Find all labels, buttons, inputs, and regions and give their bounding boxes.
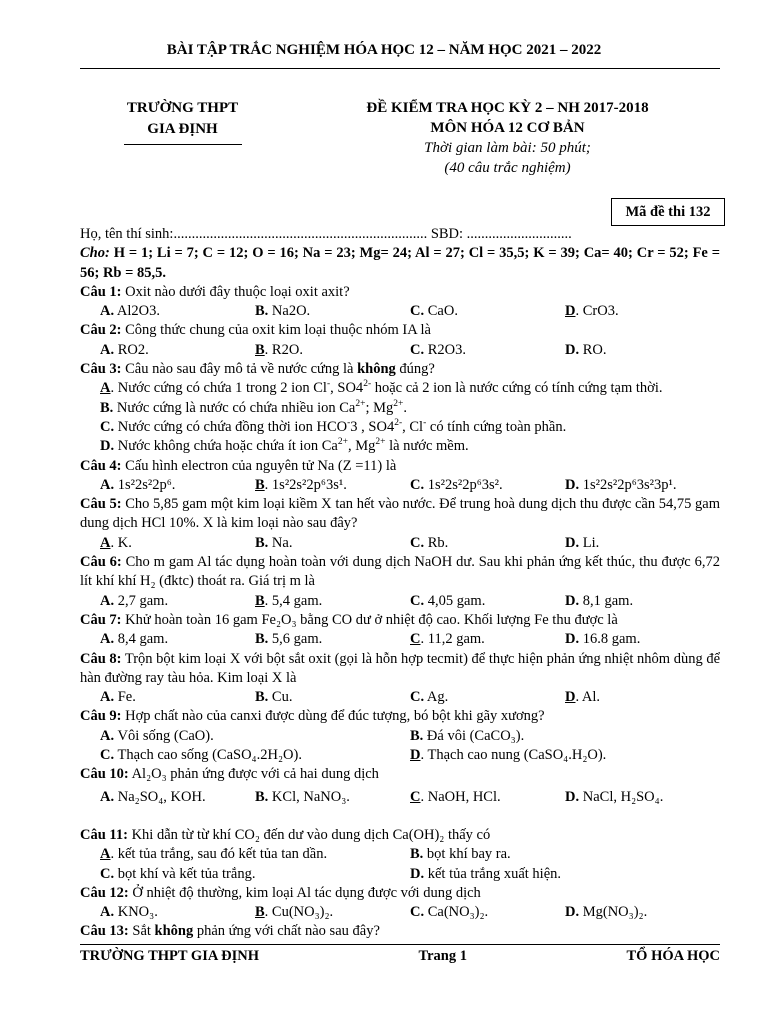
option-key-correct: D	[410, 747, 421, 764]
option-key: C.	[410, 341, 425, 358]
option-text: Li.	[579, 534, 600, 551]
school-underline	[124, 144, 242, 145]
option-c[interactable]	[410, 341, 565, 360]
emphasis-word: không	[357, 361, 396, 378]
option-text: Rb.	[424, 534, 449, 551]
question-number: Câu 8:	[80, 650, 122, 667]
option-d[interactable]	[410, 746, 720, 765]
charge: 2+	[337, 437, 348, 448]
charge: 2+	[355, 398, 366, 409]
option-b[interactable]	[255, 592, 410, 611]
answer-options	[80, 746, 720, 765]
option-text: 4,05 gam.	[424, 592, 486, 609]
option-key: D.	[410, 865, 425, 882]
option-text: Mg(NO₃)₂.	[579, 904, 648, 921]
exam-subject: MÔN HÓA 12 CƠ BẢN	[430, 120, 585, 136]
option-c[interactable]	[410, 534, 565, 553]
answer-options	[80, 592, 720, 611]
option-text: 5,6 gam.	[268, 631, 323, 648]
option-b[interactable]	[410, 727, 720, 746]
option-text: RO.	[579, 341, 607, 358]
option-a[interactable]	[100, 341, 255, 360]
question-number: Câu 13:	[80, 923, 129, 940]
option-text: . NaOH, HCl.	[420, 788, 501, 805]
question-5	[80, 495, 720, 534]
option-text: , SO4	[330, 380, 364, 397]
option-text: Na.	[268, 534, 293, 551]
option-key: C.	[410, 534, 425, 551]
option-text: là nước mềm.	[385, 438, 469, 455]
charge: -	[347, 418, 351, 429]
option-b[interactable]	[255, 688, 410, 707]
option-text: NaCl, H₂SO₄.	[579, 788, 664, 805]
option-text: . Al.	[575, 689, 601, 706]
option-text: . kết tủa trắng, sau đó kết tủa tan dần.	[110, 846, 328, 863]
option-text: 3 , SO4	[350, 418, 395, 435]
option-key-correct: B	[255, 476, 265, 493]
option-key: A.	[100, 476, 115, 493]
option-b[interactable]	[100, 399, 720, 418]
option-text: . Thạch cao nung (CaSO₄.H₂O).	[420, 747, 607, 764]
charge: 2+	[375, 437, 386, 448]
option-key: B.	[255, 788, 269, 805]
option-c[interactable]	[410, 903, 565, 922]
option-text: . Nước cứng có chứa 1 trong 2 ion Cl	[110, 380, 327, 397]
question-text: Cho 5,85 gam một kim loại kiềm X tan hết vào nước. Để trung hoà dung dịch thu được cần 54,75 gam dung dịch HCl 10%. X là kim loại nào sau đây?	[80, 496, 720, 532]
option-key-correct: B	[255, 592, 265, 609]
option-key-correct: A	[100, 380, 111, 397]
option-b[interactable]	[255, 476, 410, 495]
option-text: KCl, NaNO₃.	[268, 788, 350, 805]
question-number: Câu 4:	[80, 457, 122, 474]
option-a[interactable]	[100, 788, 255, 807]
option-key: A.	[100, 727, 115, 744]
question-number: Câu 12:	[80, 884, 129, 901]
option-text: Thạch cao sống (CaSO₄.2H₂O).	[114, 747, 302, 764]
option-key-correct: C	[410, 788, 421, 805]
footer-department: TỔ HÓA HỌC	[626, 948, 720, 964]
option-c[interactable]	[410, 476, 565, 495]
question-2	[80, 321, 720, 340]
question-text-end: đúng?	[395, 361, 435, 378]
option-c[interactable]	[410, 592, 565, 611]
option-a[interactable]	[100, 630, 255, 649]
question-text: Cho m gam Al tác dụng hoàn toàn với dung dịch NaOH dư. Sau khi phản ứng kết thúc, thu được 6,72 lít khí khí H₂ (đktc) thoát ra. Giá trị m là	[80, 554, 720, 590]
option-d[interactable]	[100, 437, 720, 456]
footer-school: TRƯỜNG THPT GIA ĐỊNH	[80, 948, 259, 964]
option-text: Đá vôi (CaCO₃).	[423, 727, 525, 744]
question-number: Câu 6:	[80, 554, 122, 571]
option-key-correct: A	[100, 534, 111, 551]
option-text: ; Mg	[365, 399, 394, 416]
question-7	[80, 611, 720, 630]
question-text: Ở nhiệt độ thường, kim loại Al tác dụng được với dung dịch	[128, 884, 481, 901]
option-text: Ca(NO₃)₂.	[424, 904, 489, 921]
option-text: Fe.	[114, 689, 136, 706]
option-d[interactable]	[565, 788, 720, 807]
option-text: .	[403, 399, 407, 416]
answer-options	[80, 630, 720, 649]
option-d[interactable]	[565, 630, 720, 649]
option-text: . 5,4 gam.	[264, 592, 323, 609]
option-text: Nước cứng có chứa đồng thời ion HCO	[114, 418, 348, 435]
answer-options	[80, 688, 720, 707]
question-text: Cấu hình electron của nguyên tử Na (Z =11) là	[121, 457, 397, 474]
option-b[interactable]	[255, 788, 410, 807]
option-key: A.	[100, 689, 115, 706]
option-c[interactable]	[410, 688, 565, 707]
question-number: Câu 2:	[80, 322, 122, 339]
answer-options	[80, 865, 720, 884]
option-text: có tính cứng toàn phần.	[426, 418, 567, 435]
question-10	[80, 765, 720, 784]
answer-options	[80, 903, 720, 922]
option-text: bọt khí và kết tủa trắng.	[114, 865, 256, 882]
footer-divider	[80, 944, 720, 945]
option-key-correct: D	[565, 689, 576, 706]
question-8	[80, 650, 720, 689]
option-b[interactable]	[255, 341, 410, 360]
option-text: . 11,2 gam.	[420, 631, 485, 648]
option-key-correct: D	[565, 303, 576, 320]
question-4	[80, 457, 720, 476]
option-key: D.	[565, 592, 580, 609]
option-key: B.	[100, 399, 114, 416]
page-footer	[80, 948, 720, 965]
question-list	[80, 225, 720, 942]
option-text: KNO₃.	[114, 904, 158, 921]
option-key: D.	[565, 904, 580, 921]
option-d[interactable]	[565, 592, 720, 611]
answer-options	[80, 788, 720, 807]
exam-question-count: (40 câu trắc nghiệm)	[444, 160, 571, 176]
option-key: A.	[100, 631, 115, 648]
option-text: 1s²2s²2p⁶3s²3p¹.	[579, 476, 677, 493]
question-6	[80, 553, 720, 592]
option-text: , Cl	[402, 418, 424, 435]
exam-duration: Thời gian làm bài: 50 phút;	[424, 140, 591, 156]
question-12	[80, 884, 720, 903]
option-key: C.	[100, 865, 115, 882]
option-key: B.	[410, 727, 424, 744]
option-text: Vôi sống (CaO).	[114, 727, 214, 744]
option-c[interactable]	[100, 746, 410, 765]
option-text: . K.	[110, 534, 132, 551]
option-b[interactable]	[410, 845, 720, 864]
option-d[interactable]	[565, 688, 720, 707]
answer-options	[80, 302, 720, 321]
charge: -	[326, 379, 331, 390]
charge: 2-	[363, 379, 372, 390]
exam-heading	[325, 98, 690, 178]
option-text: . R2O.	[264, 341, 303, 358]
option-d[interactable]	[565, 534, 720, 553]
question-number: Câu 10:	[80, 766, 129, 783]
answer-options	[80, 727, 720, 746]
option-c[interactable]	[100, 865, 410, 884]
option-c[interactable]	[100, 418, 720, 437]
question-text: Oxit nào dưới đây thuộc loại oxit axit?	[121, 283, 350, 300]
question-text: Câu nào sau đây mô tả về nước cứng là	[121, 361, 358, 378]
option-text: 2,7 gam.	[114, 592, 169, 609]
question-number: Câu 9:	[80, 708, 122, 725]
question-text: Khi dẫn từ từ khí CO₂ đến dư vào dung dịch Ca(OH)₂ thấy có	[127, 826, 491, 843]
option-key-correct: C	[410, 631, 421, 648]
option-key: D.	[100, 438, 115, 455]
answer-options	[80, 476, 720, 495]
question-text: Al₂O₃ phản ứng được với cả hai dung dịch	[128, 766, 379, 783]
option-d[interactable]	[565, 302, 720, 321]
option-key: C.	[410, 303, 425, 320]
option-key: D.	[565, 788, 580, 805]
option-a[interactable]	[100, 476, 255, 495]
option-key: D.	[565, 534, 580, 551]
option-d[interactable]	[565, 476, 720, 495]
question-text: Hợp chất nào của canxi được dùng để đúc tượng, bó bột khi gãy xương?	[121, 708, 545, 725]
question-text-end: phản ứng với chất nào sau đây?	[193, 923, 380, 940]
charge: -	[423, 418, 427, 429]
given-atomic-masses	[80, 244, 720, 283]
option-key: D.	[565, 341, 580, 358]
option-text: . CrO3.	[575, 303, 619, 320]
exam-code-box: Mã đề thi 132	[611, 198, 725, 226]
option-key: A.	[100, 592, 115, 609]
option-key: C.	[410, 592, 425, 609]
option-key: A.	[100, 303, 115, 320]
option-b[interactable]	[255, 534, 410, 553]
option-key: C.	[410, 689, 425, 706]
question-text: Sắt	[128, 923, 155, 940]
answer-options	[80, 341, 720, 360]
question-number: Câu 11:	[80, 826, 128, 843]
option-text: R2O3.	[424, 341, 467, 358]
option-key: D.	[565, 631, 580, 648]
option-text: 1s²2s²2p⁶3s².	[424, 476, 503, 493]
option-a[interactable]	[100, 592, 255, 611]
question-number: Câu 7:	[80, 611, 122, 628]
given-values: H = 1; Li = 7; C = 12; O = 16; Na = 23; Mg= 24; Al = 27; Cl = 35,5; K = 39; Ca= 40; Cr = 52; Fe = 56; Rb = 85,5.	[80, 245, 720, 281]
option-text: . Cu(NO₃)₂.	[264, 904, 334, 921]
option-key: B.	[255, 631, 269, 648]
option-a[interactable]	[100, 379, 720, 398]
option-text: Cu.	[268, 689, 293, 706]
option-key: C.	[410, 476, 425, 493]
option-key: C.	[100, 747, 115, 764]
school-line-1: TRƯỜNG THPT	[126, 100, 239, 116]
option-a[interactable]	[100, 903, 255, 922]
option-text: Ag.	[424, 689, 449, 706]
question-number: Câu 1:	[80, 283, 122, 300]
school-name	[100, 98, 265, 145]
option-b[interactable]	[255, 903, 410, 922]
school-line-2: GIA ĐỊNH	[147, 121, 218, 137]
question-9	[80, 707, 720, 726]
option-key: C.	[100, 418, 115, 435]
charge: 2+	[393, 398, 404, 409]
question-text: Công thức chung của oxit kim loại thuộc nhóm IA là	[121, 322, 431, 339]
option-text: 1s²2s²2p⁶.	[114, 476, 176, 493]
option-d[interactable]	[565, 341, 720, 360]
option-a[interactable]	[100, 534, 255, 553]
option-key: B.	[255, 303, 269, 320]
option-text: CaO.	[424, 303, 458, 320]
option-a[interactable]	[100, 302, 255, 321]
exam-title: ĐỀ KIỂM TRA HỌC KỲ 2 – NH 2017-2018	[366, 100, 649, 116]
emphasis-word: không	[154, 923, 194, 940]
question-number: Câu 3:	[80, 361, 122, 378]
document-title: BÀI TẬP TRẮC NGHIỆM HÓA HỌC 12 – NĂM HỌC 2021 – 2022	[166, 42, 602, 58]
question-1	[80, 283, 720, 302]
charge: 2-	[394, 418, 403, 429]
student-info-line: Họ, tên thí sinh:...................................................................... SBD: .............................	[80, 226, 572, 242]
question-13	[80, 922, 720, 941]
option-key: B.	[410, 846, 424, 863]
question-text: Trộn bột kim loại X với bột sắt oxit (gọi là hỗn hợp tecmit) để thực hiện phản ứng nhiệt nhôm dùng để hàn đường ray tàu hỏa. Kim loại X là	[80, 650, 721, 686]
option-key: B.	[255, 689, 269, 706]
option-text: Nước cứng là nước có chứa nhiều ion Ca	[113, 399, 356, 416]
option-text: 8,1 gam.	[579, 592, 634, 609]
answer-options	[80, 534, 720, 553]
header-divider	[80, 68, 720, 69]
question-3	[80, 360, 720, 379]
option-text: . 1s²2s²2p⁶3s¹.	[264, 476, 347, 493]
option-key: A.	[100, 788, 115, 805]
option-text: Na₂SO₄, KOH.	[114, 788, 206, 805]
option-key-correct: B	[255, 341, 265, 358]
option-text: Na2O.	[268, 303, 311, 320]
footer-page-number: Trang 1	[418, 948, 467, 964]
option-key: B.	[255, 534, 269, 551]
option-text: Nước không chứa hoặc chứa ít ion Ca	[114, 438, 338, 455]
question-number: Câu 5:	[80, 496, 122, 513]
option-text: , Mg	[347, 438, 376, 455]
option-text: bọt khí bay ra.	[423, 846, 511, 863]
question-text: Khử hoàn toàn 16 gam Fe₂O₃ bằng CO dư ở nhiệt độ cao. Khối lượng Fe thu được là	[121, 611, 618, 628]
answer-options	[80, 845, 720, 864]
given-label: Cho:	[80, 245, 110, 262]
option-key: A.	[100, 341, 115, 358]
option-b[interactable]	[255, 302, 410, 321]
option-d[interactable]	[410, 865, 720, 884]
option-d[interactable]	[565, 903, 720, 922]
option-key: A.	[100, 904, 115, 921]
option-a[interactable]	[100, 845, 410, 864]
option-c[interactable]	[410, 302, 565, 321]
option-c[interactable]	[410, 788, 565, 807]
spacer	[80, 807, 720, 826]
option-text: kết tủa trắng xuất hiện.	[424, 865, 562, 882]
option-b[interactable]	[255, 630, 410, 649]
option-key: C.	[410, 904, 425, 921]
option-c[interactable]	[410, 630, 565, 649]
option-a[interactable]	[100, 688, 255, 707]
option-text: RO2.	[114, 341, 149, 358]
option-text: hoặc cả 2 ion là nước cứng có tính cứng tạm thời.	[371, 380, 663, 397]
option-a[interactable]	[100, 727, 410, 746]
option-key-correct: A	[100, 846, 111, 863]
option-key: D.	[565, 476, 580, 493]
option-text: Al2O3.	[114, 303, 161, 320]
option-text: 16.8 gam.	[579, 631, 641, 648]
option-key-correct: B	[255, 904, 265, 921]
option-text: 8,4 gam.	[114, 631, 169, 648]
question-11	[80, 826, 720, 845]
